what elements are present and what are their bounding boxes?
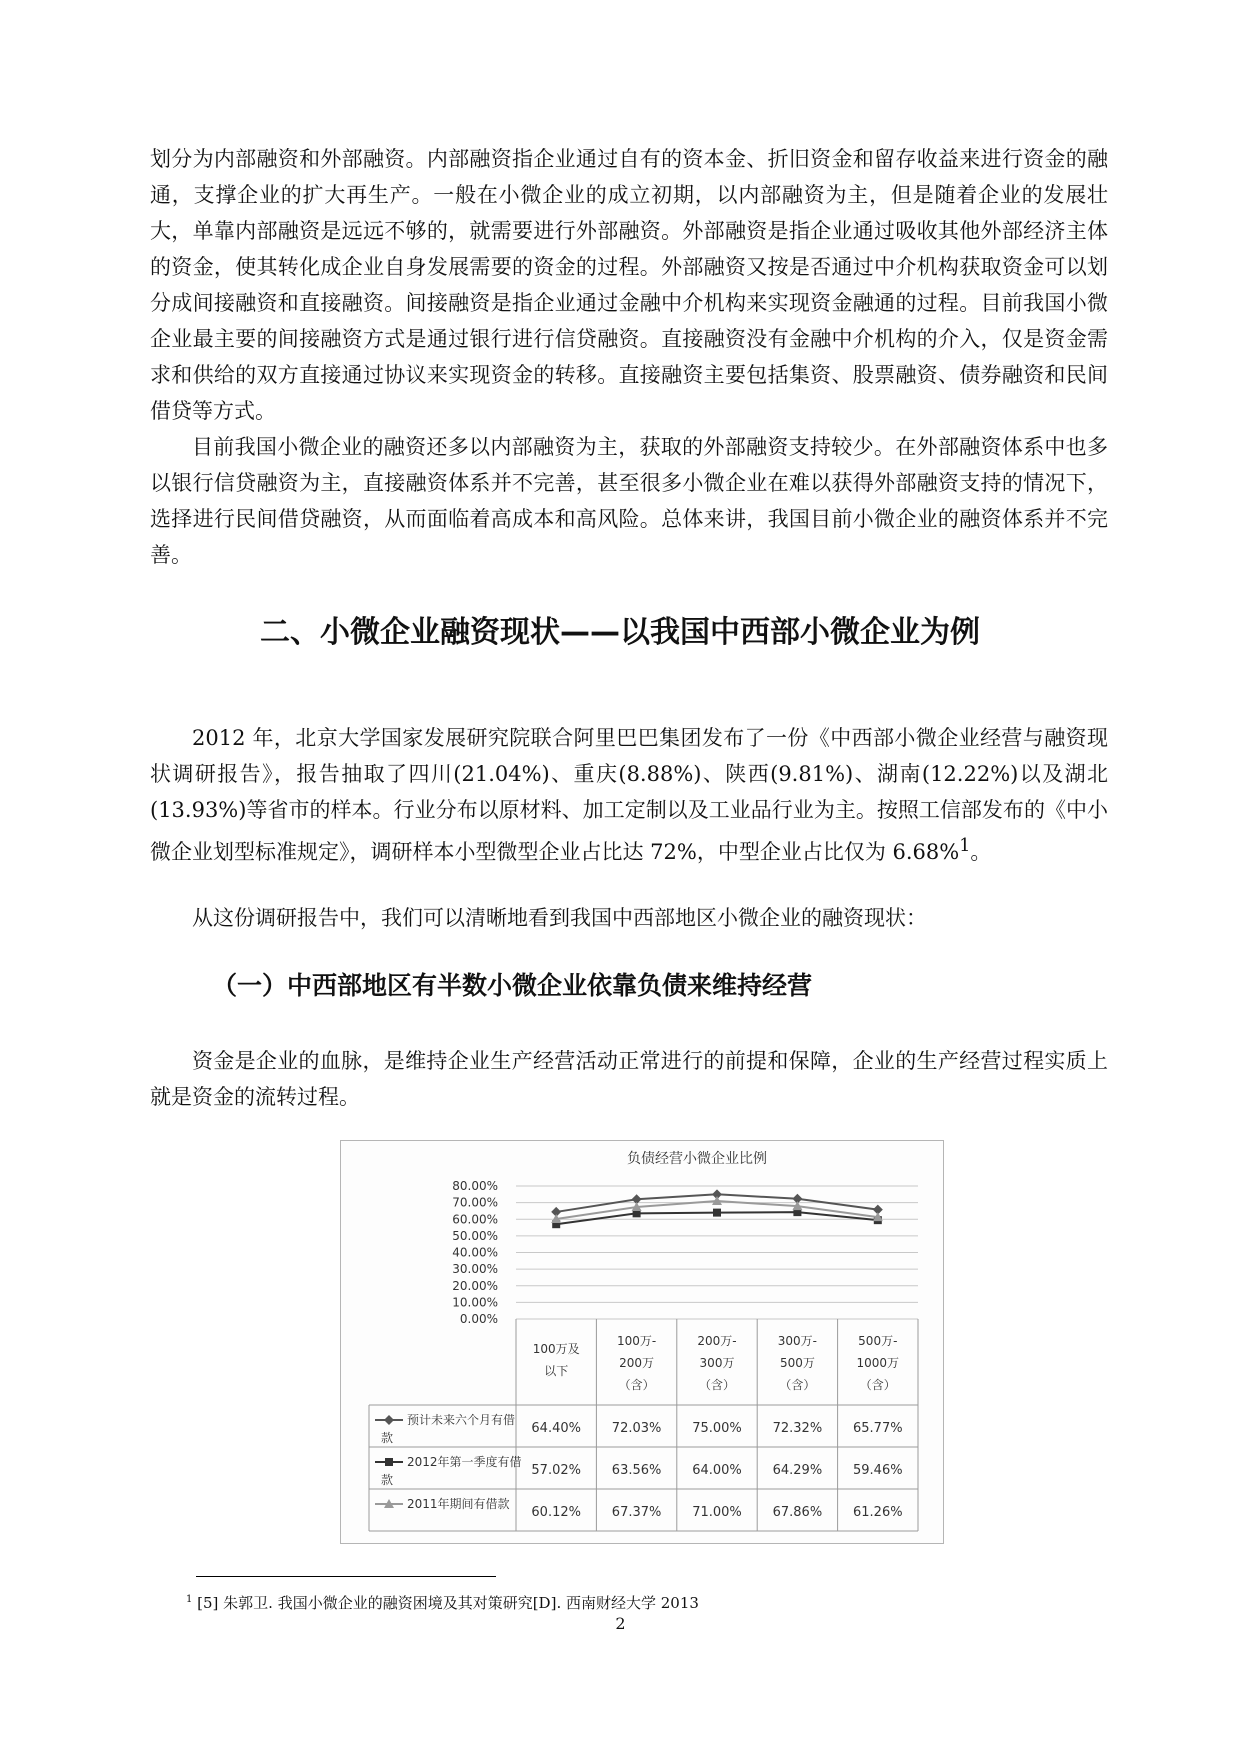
category-label: （含） xyxy=(698,1378,736,1392)
section-heading: 二、小微企业融资现状——以我国中西部小微企业为例 xyxy=(260,615,980,650)
y-tick-label: 80.00% xyxy=(452,1179,498,1193)
footnote-ref[interactable]: 1 xyxy=(959,836,971,856)
debt-ratio-chart xyxy=(341,1141,943,1543)
category-label: 200万- xyxy=(697,1334,737,1348)
footnote-rule xyxy=(196,1576,496,1577)
data-label: 64.00% xyxy=(692,1463,742,1478)
data-label: 75.00% xyxy=(692,1421,742,1436)
category-label: 100万- xyxy=(616,1334,657,1348)
y-tick-label: 70.00% xyxy=(452,1195,498,1210)
data-label: 64.29% xyxy=(772,1463,823,1478)
paragraph-financing-types: 划分为内部融资和外部融资。内部融资指企业通过自有的资本金、折旧资金和留存收益来进行资金的融通，支撑企业的扩大再生产。一般在小微企业的成立初期，以内部融资为主，但是随着企业的发展壮大，单靠内部融资是远远不够的，就需要进行外部融资。外部融资是指企业通过吸收其他外部经济主体的资金，使其转化成企业自身发展需要的资金的过程。外部融资又按是否通过中介机构获取资金可以划分成间接融资和直接融资。间接融资是指企业通过金融中介机构来实现资金融通的过程。目前我国小微企业最主要的间接融资方式是通过银行进行信贷融资。直接融资没有金融中介机构的介入，仅是资金需求和供给的双方直接通过协议来实现资金的转移。直接融资主要包括集资、股票融资、债券融资和民间借贷等方式。 xyxy=(150,147,1108,423)
category-label: 以下 xyxy=(544,1364,569,1378)
subsection-heading: （一）中西部地区有半数小微企业依靠负债来维持经营 xyxy=(212,971,813,1000)
category-label: 500万 xyxy=(779,1356,815,1370)
category-label: 300万 xyxy=(699,1356,735,1370)
data-label: 59.46% xyxy=(853,1463,903,1478)
category-label: 300万- xyxy=(777,1334,818,1348)
data-label: 57.02% xyxy=(531,1463,581,1478)
data-label: 71.00% xyxy=(692,1505,742,1520)
marker-square xyxy=(385,1458,393,1466)
legend-label: 2012年第一季度有借 xyxy=(407,1455,522,1469)
category-label: （含） xyxy=(618,1378,655,1392)
y-tick-label: 40.00% xyxy=(452,1245,498,1260)
category-label: （含） xyxy=(779,1378,816,1392)
data-label: 72.32% xyxy=(772,1421,823,1436)
page-number: 2 xyxy=(615,1614,626,1633)
legend-label: 款 xyxy=(381,1431,394,1445)
category-label: 200万 xyxy=(619,1356,655,1370)
data-label: 63.56% xyxy=(611,1463,662,1478)
footnote-text: [5] 朱郭卫. 我国小微企业的融资困境及其对策研究[D]. 西南财经大学 2013 xyxy=(197,1594,699,1612)
legend-label: 款 xyxy=(381,1473,394,1487)
y-tick-label: 60.00% xyxy=(452,1212,498,1227)
y-tick-label: 30.00% xyxy=(452,1262,498,1277)
paragraph-financing-system: 目前我国小微企业的融资还多以内部融资为主，获取的外部融资支持较少。在外部融资体系中也多以银行信贷融资为主，直接融资体系并不完善，甚至很多小微企业在难以获得外部融资支持的情况下，选择进行民间借贷融资，从而面临着高成本和高风险。总体来讲，我国目前小微企业的融资体系并不完善。 xyxy=(150,435,1108,567)
chart-title: 负债经营小微企业比例 xyxy=(627,1151,767,1167)
data-label: 64.40% xyxy=(531,1421,581,1436)
data-label: 65.77% xyxy=(853,1421,903,1436)
footnote xyxy=(186,1592,699,1613)
paragraph-intro-status: 从这份调研报告中，我们可以清晰地看到我国中西部地区小微企业的融资现状： xyxy=(192,906,927,930)
survey-report-text: 2012 年，北京大学国家发展研究院联合阿里巴巴集团发布了一份《中西部小微企业经营与融资现状调研报告》，报告抽取了四川(21.04%)、重庆(8.88%)、陕西(9.81%)、湖南(12.22%)以及湖北(13.93%)等省市的样本。行业分布以原材料、加工定制以及工业品行业为主。按照工信部发布的《中小微企业划型标准规定》，调研样本小型微型企业占比达 72%，中型企业占比仅为 6.68% xyxy=(150,726,1108,864)
data-label: 61.26% xyxy=(853,1505,903,1520)
legend-label: 预计未来六个月有借 xyxy=(407,1413,516,1427)
y-tick-label: 10.00% xyxy=(452,1295,498,1310)
data-label: 67.86% xyxy=(772,1505,823,1520)
data-label: 72.03% xyxy=(611,1421,662,1436)
paragraph-survey-report xyxy=(150,720,1108,870)
data-label: 67.37% xyxy=(611,1505,662,1520)
paragraph-capital: 资金是企业的血脉，是维持企业生产经营活动正常进行的前提和保障，企业的生产经营过程实质上就是资金的流转过程。 xyxy=(150,1049,1108,1109)
y-tick-label: 0.00% xyxy=(459,1312,498,1326)
y-tick-label: 20.00% xyxy=(452,1278,498,1293)
category-label: （含） xyxy=(859,1378,896,1392)
marker-square xyxy=(713,1209,721,1217)
data-label: 60.12% xyxy=(531,1505,581,1520)
chart-figure xyxy=(340,1140,944,1544)
legend-label: 2011年期间有借款 xyxy=(407,1497,510,1511)
footnote-mark: 1 xyxy=(186,1594,193,1605)
y-tick-label: 50.00% xyxy=(452,1228,498,1243)
marker-diamond xyxy=(384,1415,394,1425)
category-label: 100万及 xyxy=(532,1342,580,1356)
category-label: 1000万 xyxy=(856,1356,900,1370)
survey-report-end: 。 xyxy=(970,840,992,864)
category-label: 500万- xyxy=(858,1334,898,1348)
